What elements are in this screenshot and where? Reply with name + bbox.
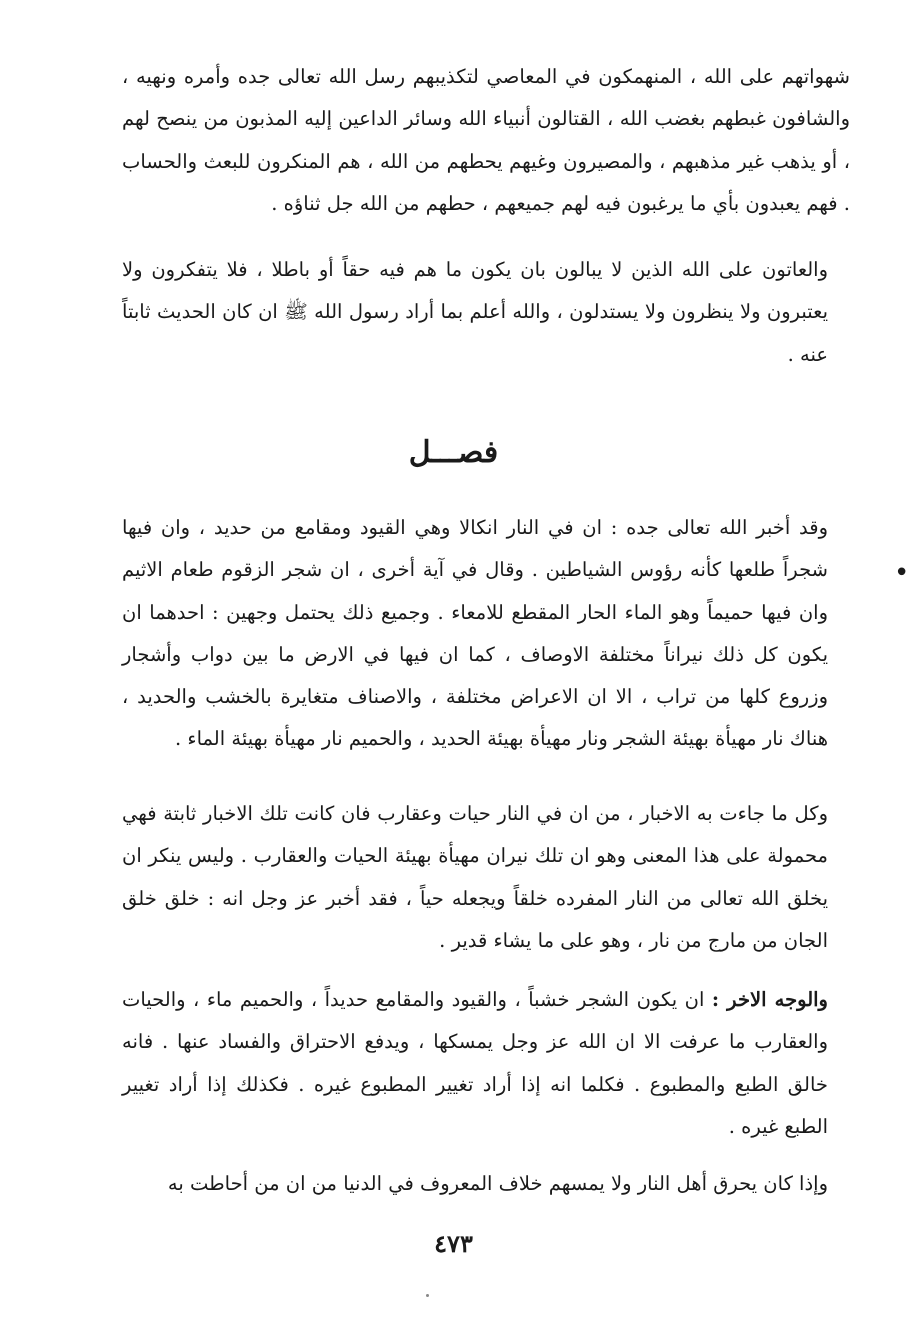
paragraph-6 — [122, 1163, 850, 1205]
paragraph-2 — [122, 249, 850, 376]
section-heading — [0, 428, 907, 478]
section-heading-text: فصـــل — [408, 435, 499, 470]
paragraph-4-text: وكل ما جاءت به الاخبار ، من ان في النار حيات وعقارب فان كانت تلك الاخبار ثابتة فهي محمولة على هذا المعنى وهو ان تلك نيران مهيأة بهيئة الحيات والعقارب . وليس ينكر ان يخلق الله تعالى من النار المفرده خلقاً ويجعله حياً ، فقد أخبر عز وجل انه : خلق خلق الجان من مارج من نار ، وهو على ما يشاء قدير . — [122, 802, 828, 952]
page-number: ٤٧٣ — [434, 1229, 473, 1258]
paragraph-5-text — [122, 979, 850, 1148]
paragraph-3 — [122, 507, 850, 761]
margin-dot-icon: • — [894, 558, 909, 588]
paragraph-1 — [122, 56, 850, 225]
paragraph-3-text: وقد أخبر الله تعالى جده : ان في النار انكالا وهي القيود ومقامع من حديد ، وان فيها شجراً طلعها كأنه رؤوس الشياطين . وقال في آية أخرى ، ان شجر الزقوم طعام الاثيم وان فيها حميماً وهو الماء الحار المقطع للامعاء . وجميع ذلك يحتمل وجهين : احدهما ان يكون كل ذلك نيراناً مختلفة الاوصاف ، كما ان فيها في الارض ما بين دواب وأشجار وزروع كلها من تراب ، الا ان الاعراض مختلفة ، والاصناف متغايرة بالخشب والحديد ، هناك نار مهيأة بهيئة الشجر ونار مهيأة بهيئة الحديد ، والحميم نار مهيأة بهيئة الماء . — [122, 516, 828, 751]
paragraph-5 — [122, 979, 850, 1148]
paragraph-2-text: والعاتون على الله الذين لا يبالون بان يكون ما هم فيه حقاً أو باطلا ، فلا يتفكرون ولا يعتبرون ولا ينظرون ولا يستدلون ، والله أعلم بما أراد رسول الله ﷺ ان كان الحديث ثابتاً عنه . — [122, 258, 828, 366]
paragraph-1-text: شهواتهم على الله ، المنهمكون في المعاصي لتكذيبهم رسل الله تعالى جده وأمره ونهيه ، والشافون غبطهم بغضب الله ، القتالون أنبياء الله وسائر الداعين إليه المذبون من ينصح لهم ، أو يذهب غير مذهبهم ، والمصيرون وغيهم يحطهم من الله ، هم المنكرون للبعث والحساب . فهم يعبدون بأي ما يرغبون فيه لهم جميعهم ، حطهم من الله جل ثناؤه . — [122, 65, 850, 215]
scan-speck — [426, 1294, 429, 1297]
paragraph-4 — [122, 793, 850, 962]
paragraph-5-body: ان يكون الشجر خشباً ، والقيود والمقامع حديداً ، والحميم ماء ، والحيات والعقارب ما عرفت الا ان الله عز وجل يمسكها ، ويدفع الاحتراق والفساد عنها . فانه خالق الطبع والمطبوع . فكلما انه إذا أراد تغيير المطبوع غيره . فكذلك إذا أراد تغيير الطبع غيره . — [122, 988, 828, 1138]
paragraph-6-text: وإذا كان يحرق أهل النار ولا يمسهم خلاف المعروف في الدنيا من ان من أحاطت به — [167, 1172, 828, 1195]
paragraph-5-lead: والوجه الاخر : — [711, 988, 828, 1011]
